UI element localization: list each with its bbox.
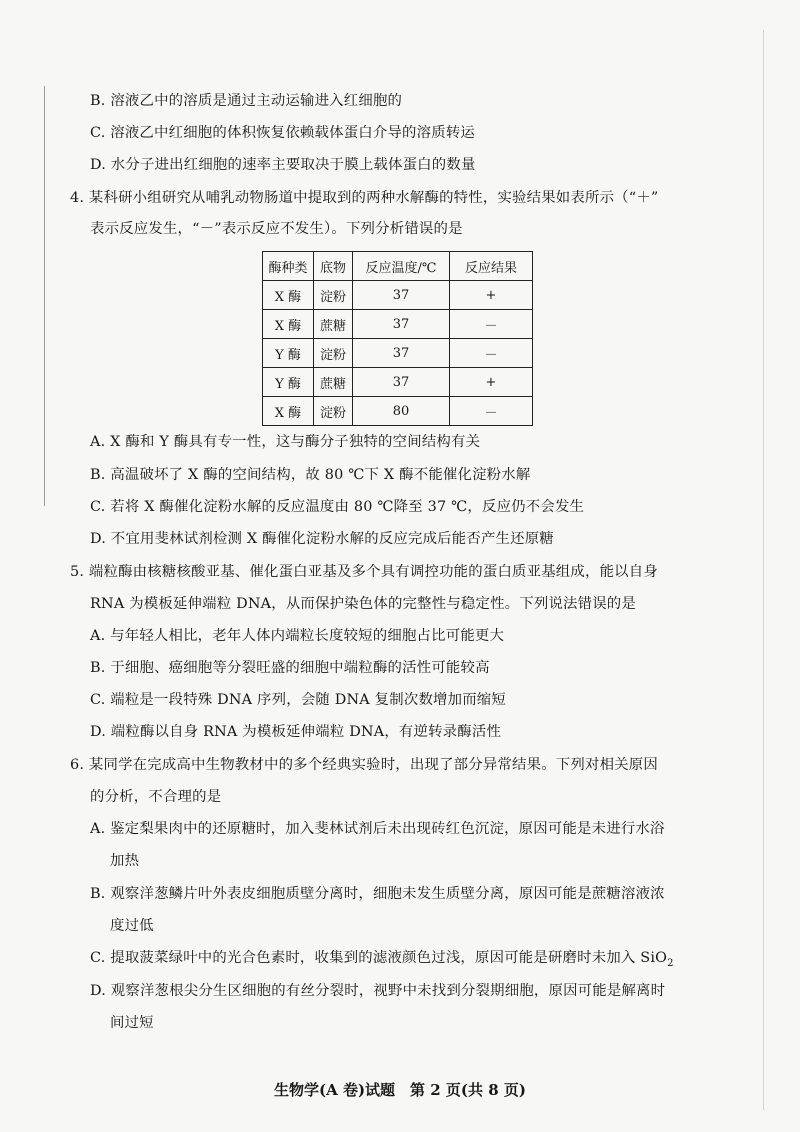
cell-substrate: 淀粉 — [314, 339, 353, 368]
table-header-row — [263, 252, 533, 281]
cell-result: － — [450, 339, 533, 368]
option-4d: D. 不宜用斐林试剂检测 X 酶催化淀粉水解的反应完成后能否产生还原糖 — [90, 531, 554, 547]
header-temperature: 反应温度/℃ — [353, 252, 450, 281]
enzyme-results-table — [262, 251, 533, 426]
cell-temperature: 37 — [353, 339, 450, 368]
option-5c: C. 端粒是一段特殊 DNA 序列，会随 DNA 复制次数增加而缩短 — [90, 692, 506, 708]
option-5b: B. 于细胞、癌细胞等分裂旺盛的细胞中端粒酶的活性可能较高 — [90, 660, 490, 676]
question-6-line-1: 6. 某同学在完成高中生物教材中的多个经典实验时，出现了部分异常结果。下列对相关原因 — [70, 757, 658, 773]
cell-result: + — [450, 368, 533, 397]
option-6b-line-2: 度过低 — [110, 918, 154, 934]
cell-substrate: 淀粉 — [314, 397, 353, 426]
option-6a-line-1: A. 鉴定梨果肉中的还原糖时，加入斐林试剂后未出现砖红色沉淀，原因可能是未进行水浴 — [90, 821, 665, 837]
option-6c-text: C. 提取菠菜绿叶中的光合色素时，收集到的滤液颜色过浅，原因可能是研磨时未加入 SiO — [90, 950, 668, 966]
cell-enzyme: X 酶 — [263, 310, 314, 339]
cell-temperature: 37 — [353, 310, 450, 339]
cell-enzyme: Y 酶 — [263, 368, 314, 397]
option-4b: B. 高温破坏了 X 酶的空间结构，故 80 ℃下 X 酶不能催化淀粉水解 — [90, 467, 531, 483]
cell-temperature: 37 — [353, 281, 450, 310]
header-result: 反应结果 — [450, 252, 533, 281]
margin-rule — [44, 86, 45, 506]
question-5-line-1: 5. 端粒酶由核糖核酸亚基、催化蛋白亚基及多个具有调控功能的蛋白质亚基组成，能以自身 — [70, 564, 658, 580]
page-footer: 生物学(A 卷)试题 第 2 页(共 8 页) — [273, 1081, 526, 1099]
option-5d: D. 端粒酶以自身 RNA 为模板延伸端粒 DNA，有逆转录酶活性 — [90, 724, 502, 740]
option-6c — [90, 948, 674, 974]
table-row — [263, 281, 533, 310]
question-4-line-1: 4. 某科研小组研究从哺乳动物肠道中提取到的两种水解酶的特性，实验结果如表所示（“＋” — [70, 190, 659, 206]
question-4-line-2: 表示反应发生，“－”表示反应不发生）。下列分析错误的是 — [90, 221, 463, 237]
option-4a: A. X 酶和 Y 酶具有专一性，这与酶分子独特的空间结构有关 — [90, 434, 481, 450]
option-3d: D. 水分子进出红细胞的速率主要取决于膜上载体蛋白的数量 — [90, 157, 476, 173]
question-6-line-2: 的分析，不合理的是 — [90, 789, 222, 805]
option-4c: C. 若将 X 酶催化淀粉水解的反应温度由 80 ℃降至 37 ℃，反应仍不会发生 — [90, 499, 585, 515]
cell-temperature: 37 — [353, 368, 450, 397]
option-3b: B. 溶液乙中的溶质是通过主动运输进入红细胞的 — [90, 93, 403, 109]
cell-substrate: 蔗糖 — [314, 310, 353, 339]
cell-result: + — [450, 281, 533, 310]
table-row — [263, 310, 533, 339]
cell-temperature: 80 — [353, 397, 450, 426]
header-enzyme: 酶种类 — [263, 252, 314, 281]
table-row — [263, 339, 533, 368]
option-6b-line-1: B. 观察洋葱鳞片叶外表皮细胞质壁分离时，细胞未发生质壁分离，原因可能是蔗糖溶液浓 — [90, 886, 665, 902]
cell-substrate: 蔗糖 — [314, 368, 353, 397]
cell-result: － — [450, 397, 533, 426]
right-edge-rule — [763, 30, 764, 1110]
cell-enzyme: X 酶 — [263, 281, 314, 310]
option-3c: C. 溶液乙中红细胞的体积恢复依赖载体蛋白介导的溶质转运 — [90, 125, 476, 141]
table-row — [263, 397, 533, 426]
option-6d-line-2: 间过短 — [110, 1015, 154, 1031]
option-5a: A. 与年轻人相比，老年人体内端粒长度较短的细胞占比可能更大 — [90, 628, 505, 644]
option-6a-line-2: 加热 — [110, 853, 140, 869]
option-6d-line-1: D. 观察洋葱根尖分生区细胞的有丝分裂时，视野中未找到分裂期细胞，原因可能是解离时 — [90, 983, 666, 999]
table-row — [263, 368, 533, 397]
cell-result: － — [450, 310, 533, 339]
header-substrate: 底物 — [314, 252, 353, 281]
cell-substrate: 淀粉 — [314, 281, 353, 310]
sio2-subscript: 2 — [667, 957, 674, 969]
question-5-line-2: RNA 为模板延伸端粒 DNA，从而保护染色体的完整性与稳定性。下列说法错误的是 — [90, 596, 636, 612]
cell-enzyme: X 酶 — [263, 397, 314, 426]
cell-enzyme: Y 酶 — [263, 339, 314, 368]
